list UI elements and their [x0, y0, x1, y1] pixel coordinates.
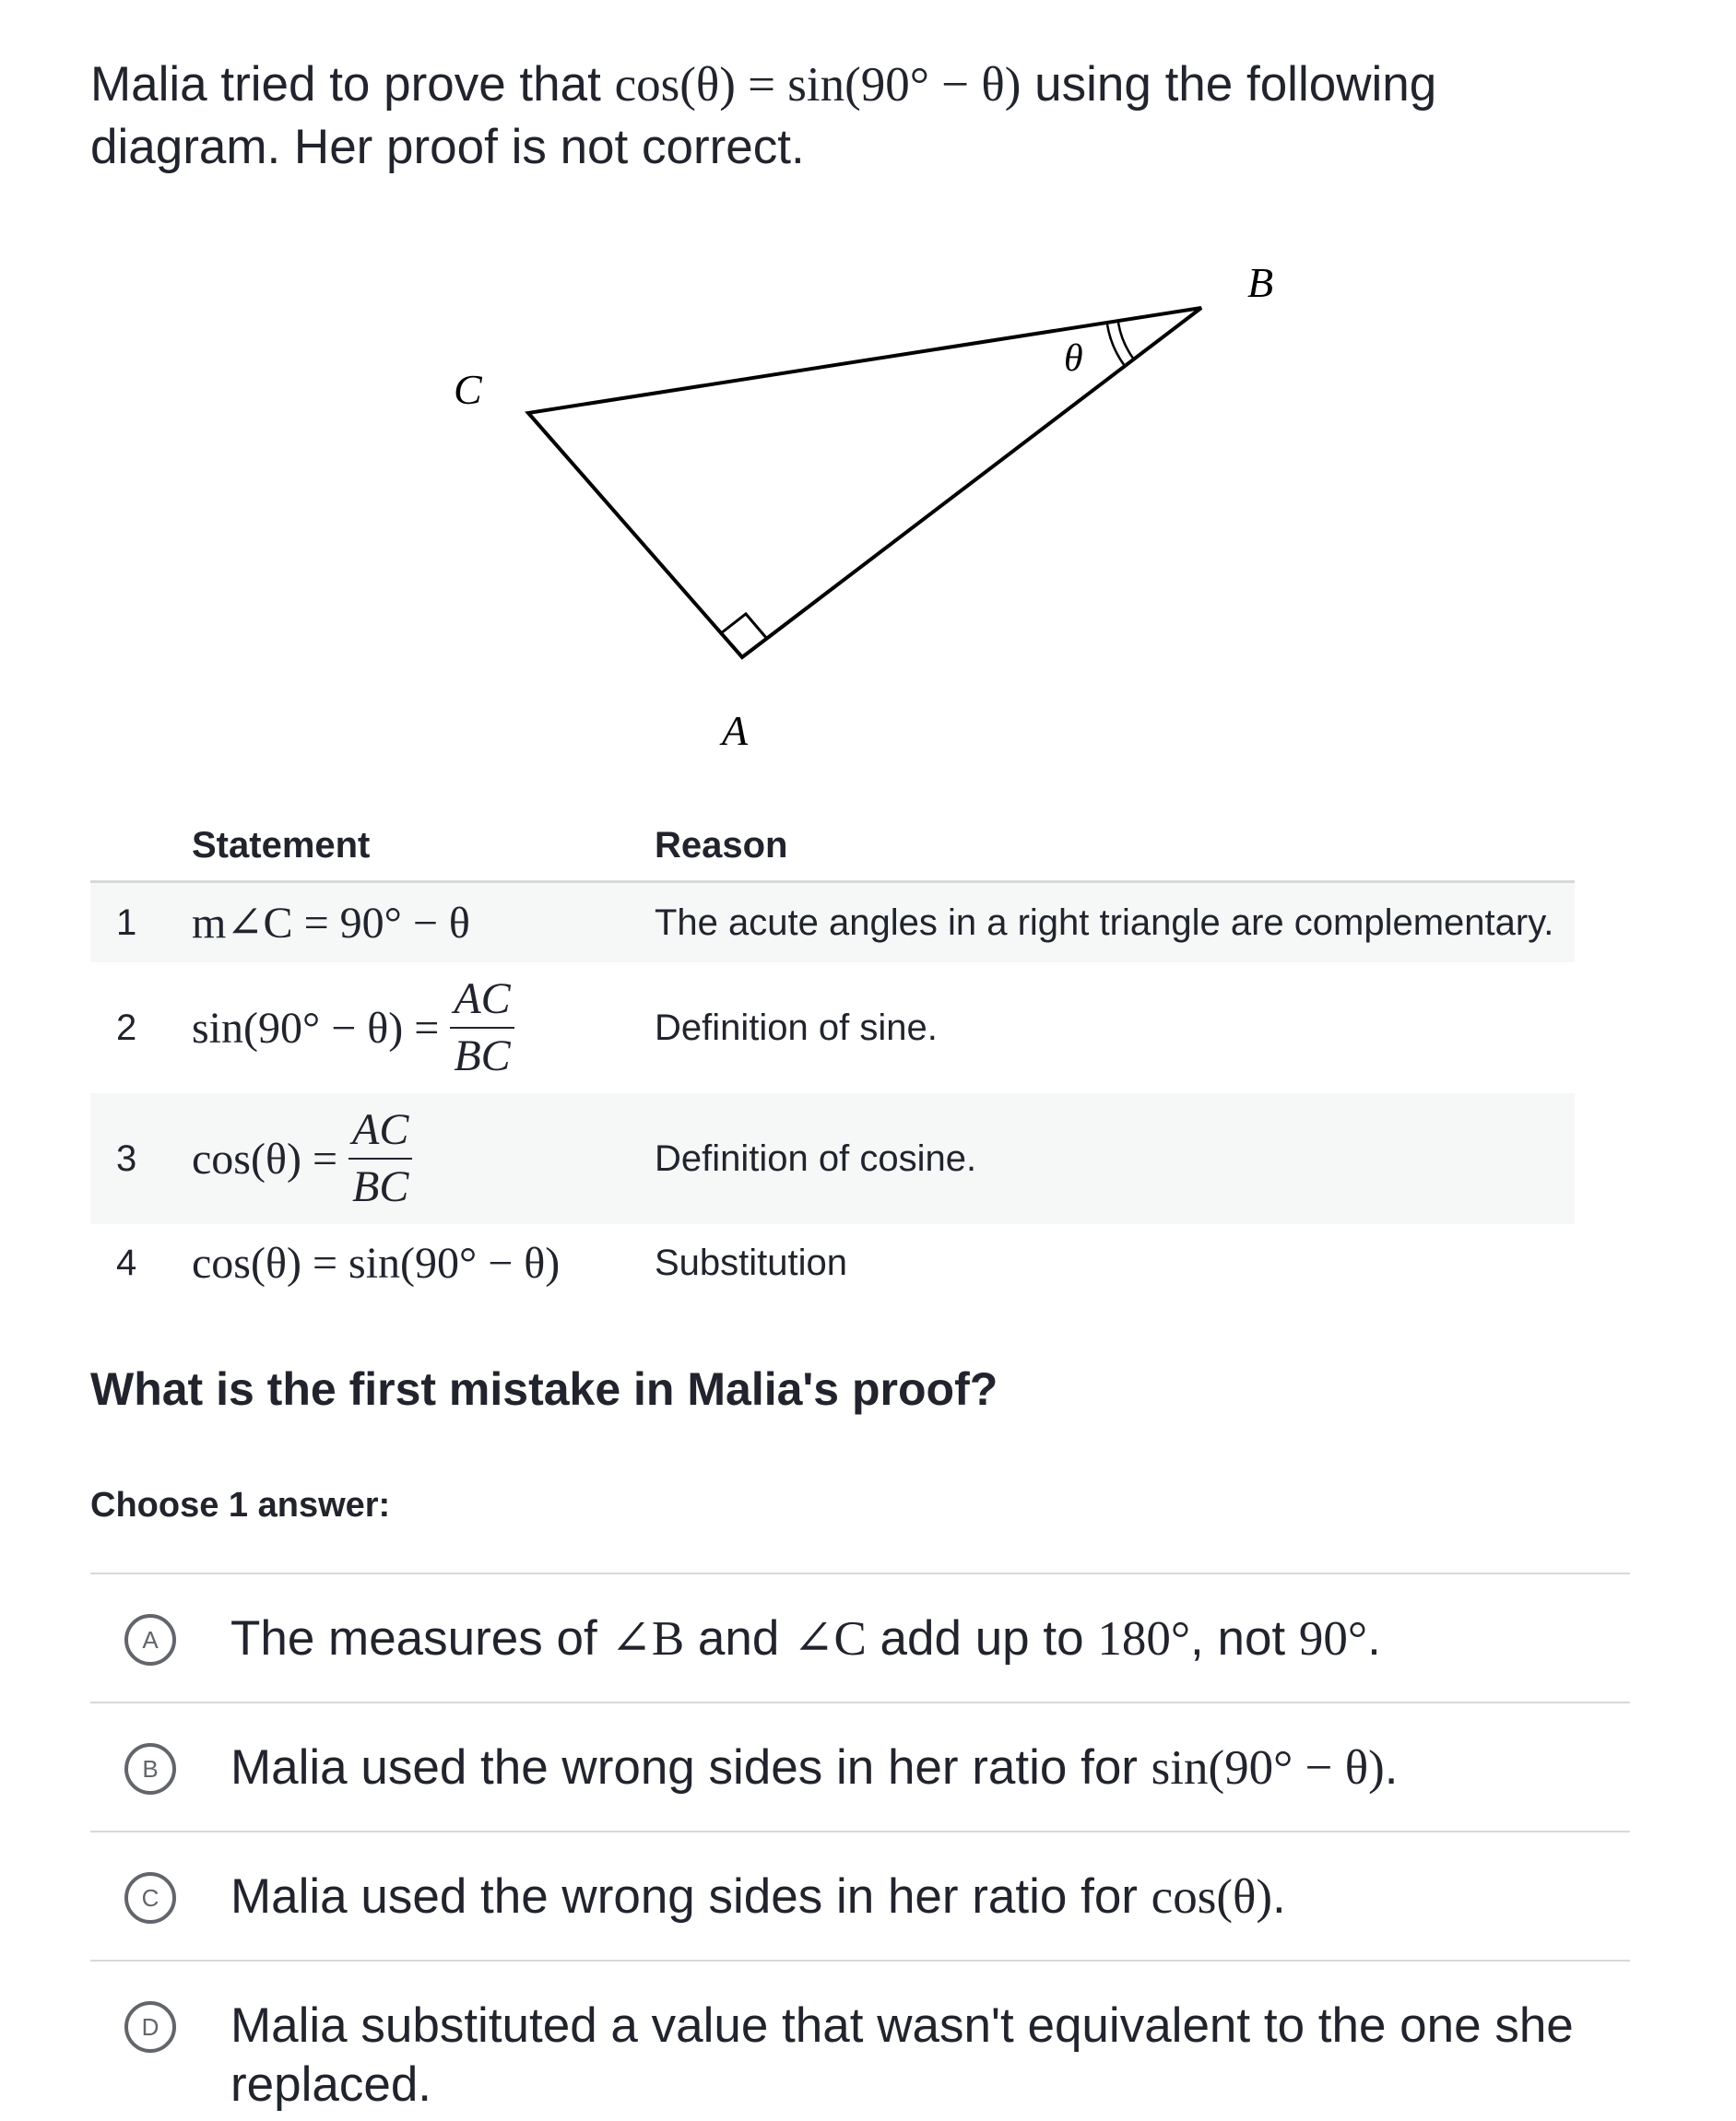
triangle-diagram [0, 0, 1736, 811]
triangle-abc [528, 308, 1201, 657]
question-text: What is the first mistake in Malia's proof? [90, 1363, 998, 1415]
intro-text-b: using the following [1021, 57, 1437, 112]
choice-text-part: add up to [866, 1611, 1098, 1666]
vertex-label-a: A [722, 707, 749, 754]
intro-equation: cos(θ) = sin(90° − θ) [614, 58, 1022, 112]
proof-row-4 [90, 1224, 1575, 1302]
choice-math: ∠B [610, 1612, 685, 1666]
choice-text-part: . [1272, 1869, 1286, 1924]
choice-text-line: replaced. [230, 2057, 432, 2112]
choice-a-radio[interactable]: A [124, 1614, 176, 1666]
angle-arc-inner [1118, 323, 1134, 359]
choice-text-part: The measures of [230, 1611, 611, 1666]
choice-text-part: Malia used the wrong sides in her ratio for [230, 1869, 1151, 1924]
choice-d-text[interactable] [230, 1997, 1613, 2115]
choice-math: 180° [1097, 1612, 1191, 1666]
choose-label: Choose 1 answer: [90, 1486, 391, 1525]
fraction [348, 1102, 412, 1215]
choice-text-part: . [1367, 1611, 1381, 1666]
numerator: AC [454, 974, 511, 1023]
choice-d-radio[interactable]: D [124, 2001, 176, 2053]
proof-row-3 [90, 1093, 1575, 1224]
choice-c-radio[interactable]: C [124, 1872, 176, 1924]
choice-text-part: . [1384, 1740, 1399, 1795]
angle-label-theta: θ [1064, 337, 1083, 380]
row-statement [192, 972, 514, 1084]
choice-d[interactable] [90, 1960, 1630, 2118]
proof-table [90, 816, 1575, 1302]
row-reason: Substitution [655, 1242, 848, 1283]
angle-arc-outer [1107, 324, 1125, 366]
row-statement: cos(θ) = sin(90° − θ) [192, 1238, 561, 1288]
row-reason: Definition of sine. [655, 1007, 938, 1048]
choice-text-part: Malia used the wrong sides in her ratio for [230, 1740, 1151, 1795]
vertex-label-b: B [1247, 259, 1274, 306]
statement-left: cos(θ) = [192, 1134, 338, 1184]
choice-math: 90° [1298, 1612, 1368, 1666]
proof-table-header [90, 816, 1575, 883]
problem-line-2: diagram. Her proof is not correct. [90, 120, 805, 174]
choice-text-line: Malia substituted a value that wasn't equivalent to the one she [230, 1998, 1574, 2053]
statement-header: Statement [192, 825, 371, 866]
fraction [450, 972, 514, 1084]
reason-header: Reason [655, 825, 788, 866]
choice-math: sin(90° − θ) [1151, 1741, 1385, 1795]
choice-b[interactable] [90, 1702, 1630, 1831]
choice-math: cos(θ) [1151, 1870, 1273, 1924]
row-reason: The acute angles in a right triangle are complementary. [655, 901, 1554, 943]
row-statement: m∠C = 90° − θ [192, 899, 470, 948]
choice-c[interactable] [90, 1831, 1630, 1960]
intro-text-a: Malia tried to prove that [90, 57, 615, 112]
row-number: 3 [116, 1137, 137, 1179]
proof-row-1 [90, 883, 1575, 962]
choice-text-part: , not [1190, 1611, 1299, 1666]
choice-a[interactable] [90, 1573, 1630, 1702]
choice-b-text[interactable] [230, 1738, 1613, 1797]
choice-text-part: and [684, 1611, 794, 1666]
row-number: 4 [116, 1242, 137, 1283]
numerator: AC [352, 1105, 409, 1154]
choice-c-text[interactable] [230, 1868, 1613, 1927]
denominator: BC [352, 1162, 409, 1211]
row-reason: Definition of cosine. [655, 1137, 977, 1179]
choice-math: ∠C [793, 1612, 867, 1666]
right-angle-marker [721, 614, 767, 639]
row-number: 1 [116, 901, 137, 943]
row-statement [192, 1102, 412, 1215]
choice-a-text[interactable] [230, 1609, 1613, 1668]
vertex-label-c: C [454, 366, 482, 413]
answer-choices [90, 1573, 1630, 2118]
choice-b-radio[interactable]: B [124, 1743, 176, 1795]
row-number: 2 [116, 1007, 137, 1048]
denominator: BC [454, 1031, 511, 1080]
statement-left: sin(90° − θ) = [192, 1003, 440, 1053]
proof-row-2 [90, 962, 1575, 1093]
